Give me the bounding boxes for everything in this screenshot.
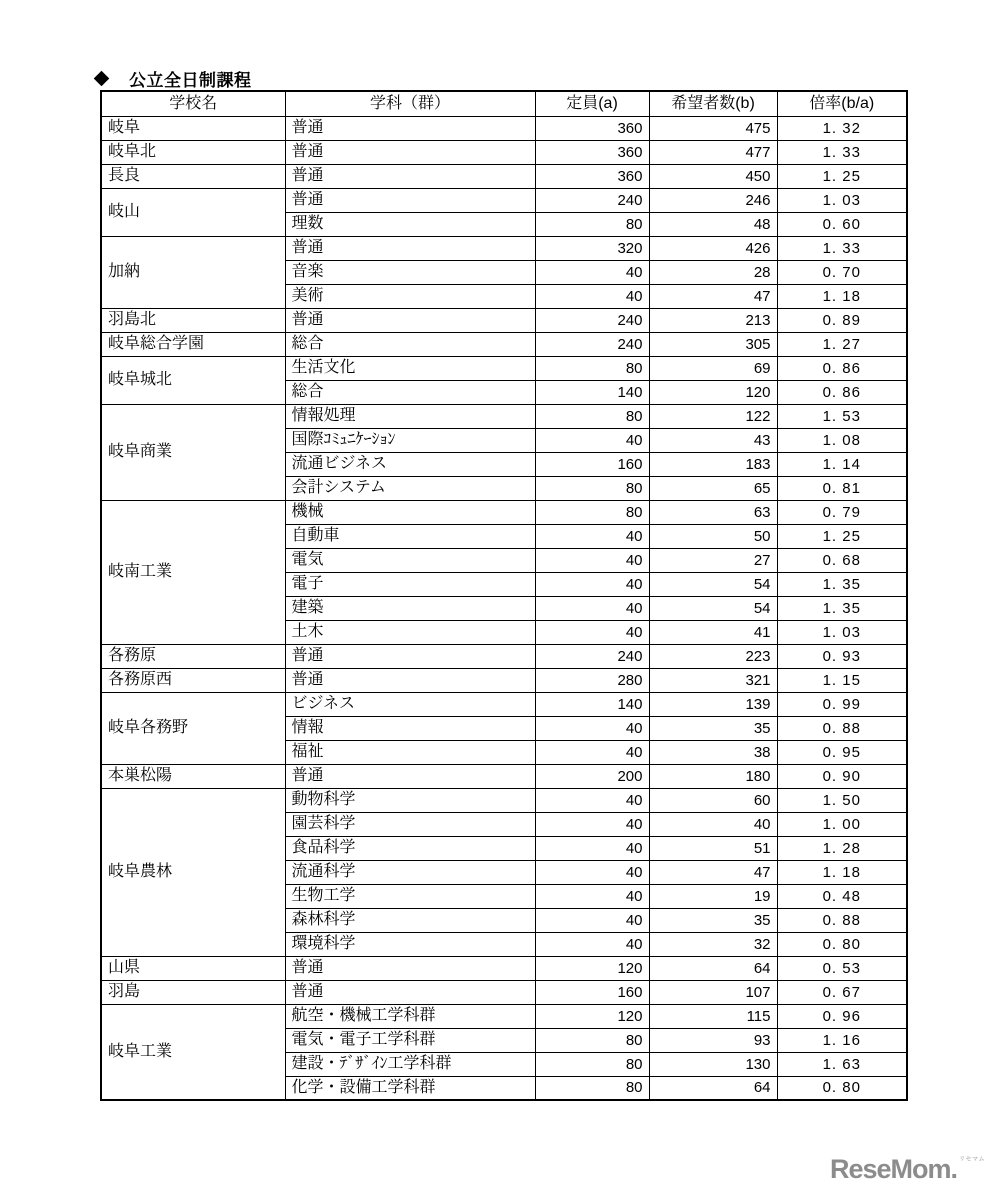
cell-school-name: 本巣松陽 (101, 764, 285, 788)
cell-ratio: 0. 95 (777, 740, 907, 764)
cell-capacity: 40 (535, 812, 649, 836)
cell-ratio: 0. 90 (777, 764, 907, 788)
cell-department: 普通 (285, 236, 535, 260)
cell-department: 普通 (285, 668, 535, 692)
cell-ratio: 0. 79 (777, 500, 907, 524)
table-row (101, 356, 907, 380)
cell-department: 建築 (285, 596, 535, 620)
cell-department: 園芸科学 (285, 812, 535, 836)
cell-applicants: 305 (649, 332, 777, 356)
cell-ratio: 1. 03 (777, 188, 907, 212)
cell-ratio: 1. 33 (777, 236, 907, 260)
section-heading-title: 公立全日制課程 (129, 71, 252, 90)
cell-capacity: 40 (535, 860, 649, 884)
cell-department: 音楽 (285, 260, 535, 284)
cell-school-name: 岐南工業 (101, 500, 285, 644)
cell-school-name: 各務原 (101, 644, 285, 668)
cell-ratio: 0. 70 (777, 260, 907, 284)
cell-capacity: 140 (535, 380, 649, 404)
table-row (101, 188, 907, 212)
cell-capacity: 40 (535, 596, 649, 620)
cell-department: 電気・電子工学科群 (285, 1028, 535, 1052)
cell-applicants: 27 (649, 548, 777, 572)
cell-school-name: 羽島北 (101, 308, 285, 332)
cell-department: 流通ビジネス (285, 452, 535, 476)
cell-capacity: 200 (535, 764, 649, 788)
cell-ratio: 1. 03 (777, 620, 907, 644)
cell-applicants: 60 (649, 788, 777, 812)
cell-department: 普通 (285, 644, 535, 668)
table-row (101, 308, 907, 332)
cell-applicants: 93 (649, 1028, 777, 1052)
cell-capacity: 40 (535, 788, 649, 812)
cell-ratio: 1. 28 (777, 836, 907, 860)
cell-department: 普通 (285, 188, 535, 212)
cell-capacity: 40 (535, 932, 649, 956)
cell-ratio: 0. 88 (777, 908, 907, 932)
table-row (101, 1004, 907, 1028)
cell-applicants: 63 (649, 500, 777, 524)
cell-capacity: 320 (535, 236, 649, 260)
cell-ratio: 1. 63 (777, 1052, 907, 1076)
table-row (101, 764, 907, 788)
cell-applicants: 40 (649, 812, 777, 836)
cell-capacity: 360 (535, 140, 649, 164)
cell-school-name: 岐山 (101, 188, 285, 236)
cell-capacity: 240 (535, 332, 649, 356)
table-row (101, 668, 907, 692)
table-row (101, 644, 907, 668)
table-row (101, 692, 907, 716)
column-header-capacity: 定員(a) (535, 91, 649, 116)
cell-department: 建設・ﾃﾞｻﾞｲﾝ工学科群 (285, 1052, 535, 1076)
cell-department: 土木 (285, 620, 535, 644)
cell-applicants: 321 (649, 668, 777, 692)
cell-school-name: 山県 (101, 956, 285, 980)
cell-capacity: 120 (535, 956, 649, 980)
cell-department: 普通 (285, 980, 535, 1004)
cell-applicants: 180 (649, 764, 777, 788)
cell-school-name: 岐阜農林 (101, 788, 285, 956)
cell-capacity: 40 (535, 884, 649, 908)
cell-applicants: 54 (649, 596, 777, 620)
cell-capacity: 40 (535, 572, 649, 596)
cell-department: 総合 (285, 380, 535, 404)
cell-ratio: 1. 08 (777, 428, 907, 452)
cell-capacity: 80 (535, 356, 649, 380)
cell-school-name: 岐阜工業 (101, 1004, 285, 1100)
cell-ratio: 1. 18 (777, 860, 907, 884)
table-row (101, 140, 907, 164)
table-row (101, 980, 907, 1004)
cell-applicants: 115 (649, 1004, 777, 1028)
cell-ratio: 0. 89 (777, 308, 907, 332)
cell-ratio: 0. 86 (777, 380, 907, 404)
watermark (830, 1156, 985, 1183)
cell-ratio: 0. 86 (777, 356, 907, 380)
watermark-ruby: リセマム (959, 1157, 985, 1163)
cell-department: ビジネス (285, 692, 535, 716)
table-row (101, 956, 907, 980)
cell-school-name: 岐阜各務野 (101, 692, 285, 764)
cell-applicants: 122 (649, 404, 777, 428)
cell-capacity: 80 (535, 1052, 649, 1076)
cell-department: 美術 (285, 284, 535, 308)
cell-department: 流通科学 (285, 860, 535, 884)
table-row (101, 332, 907, 356)
cell-capacity: 80 (535, 500, 649, 524)
cell-applicants: 477 (649, 140, 777, 164)
column-header-school: 学校名 (101, 91, 285, 116)
cell-applicants: 38 (649, 740, 777, 764)
cell-capacity: 40 (535, 284, 649, 308)
cell-ratio: 0. 67 (777, 980, 907, 1004)
watermark-brand: ReseMom (829, 1154, 951, 1184)
column-header-applicants: 希望者数(b) (649, 91, 777, 116)
cell-applicants: 246 (649, 188, 777, 212)
cell-ratio: 0. 88 (777, 716, 907, 740)
cell-ratio: 0. 60 (777, 212, 907, 236)
cell-school-name: 岐阜北 (101, 140, 285, 164)
cell-department: 機械 (285, 500, 535, 524)
cell-applicants: 120 (649, 380, 777, 404)
cell-school-name: 岐阜 (101, 116, 285, 140)
cell-capacity: 280 (535, 668, 649, 692)
cell-ratio: 1. 18 (777, 284, 907, 308)
cell-applicants: 54 (649, 572, 777, 596)
cell-department: 航空・機械工学科群 (285, 1004, 535, 1028)
section-heading (96, 66, 252, 91)
cell-ratio: 1. 53 (777, 404, 907, 428)
cell-ratio: 1. 50 (777, 788, 907, 812)
cell-applicants: 64 (649, 956, 777, 980)
cell-department: 普通 (285, 140, 535, 164)
cell-department: 生活文化 (285, 356, 535, 380)
cell-department: 情報 (285, 716, 535, 740)
cell-applicants: 41 (649, 620, 777, 644)
cell-capacity: 40 (535, 260, 649, 284)
cell-ratio: 0. 68 (777, 548, 907, 572)
cell-applicants: 107 (649, 980, 777, 1004)
cell-capacity: 80 (535, 212, 649, 236)
cell-ratio: 0. 48 (777, 884, 907, 908)
cell-capacity: 40 (535, 428, 649, 452)
cell-ratio: 1. 25 (777, 524, 907, 548)
table-row (101, 500, 907, 524)
cell-capacity: 240 (535, 188, 649, 212)
cell-capacity: 360 (535, 164, 649, 188)
cell-applicants: 35 (649, 716, 777, 740)
cell-applicants: 139 (649, 692, 777, 716)
table-header-row (101, 91, 907, 116)
cell-applicants: 65 (649, 476, 777, 500)
cell-applicants: 183 (649, 452, 777, 476)
cell-applicants: 213 (649, 308, 777, 332)
cell-department: 福祉 (285, 740, 535, 764)
table-row (101, 164, 907, 188)
cell-applicants: 19 (649, 884, 777, 908)
table-row (101, 236, 907, 260)
cell-ratio: 1. 35 (777, 572, 907, 596)
cell-department: 化学・設備工学科群 (285, 1076, 535, 1100)
cell-applicants: 475 (649, 116, 777, 140)
cell-ratio: 1. 33 (777, 140, 907, 164)
cell-ratio: 1. 14 (777, 452, 907, 476)
cell-department: 情報処理 (285, 404, 535, 428)
cell-applicants: 50 (649, 524, 777, 548)
watermark-dot: . (950, 1154, 959, 1184)
cell-school-name: 岐阜城北 (101, 356, 285, 404)
cell-capacity: 40 (535, 548, 649, 572)
column-header-department: 学科（群） (285, 91, 535, 116)
cell-school-name: 加納 (101, 236, 285, 308)
cell-applicants: 64 (649, 1076, 777, 1100)
cell-department: 会計システム (285, 476, 535, 500)
cell-school-name: 岐阜総合学園 (101, 332, 285, 356)
cell-capacity: 80 (535, 1028, 649, 1052)
cell-capacity: 80 (535, 1076, 649, 1100)
cell-capacity: 240 (535, 644, 649, 668)
cell-school-name: 羽島 (101, 980, 285, 1004)
cell-ratio: 1. 25 (777, 164, 907, 188)
cell-ratio: 1. 32 (777, 116, 907, 140)
cell-department: 電子 (285, 572, 535, 596)
cell-department: 自動車 (285, 524, 535, 548)
cell-department: 電気 (285, 548, 535, 572)
cell-applicants: 32 (649, 932, 777, 956)
cell-ratio: 1. 27 (777, 332, 907, 356)
cell-capacity: 40 (535, 908, 649, 932)
cell-capacity: 40 (535, 524, 649, 548)
cell-capacity: 80 (535, 404, 649, 428)
cell-department: 普通 (285, 116, 535, 140)
cell-ratio: 1. 00 (777, 812, 907, 836)
cell-school-name: 長良 (101, 164, 285, 188)
cell-applicants: 48 (649, 212, 777, 236)
cell-department: 普通 (285, 164, 535, 188)
cell-applicants: 450 (649, 164, 777, 188)
table-body (101, 116, 907, 1100)
cell-department: 普通 (285, 308, 535, 332)
cell-department: 森林科学 (285, 908, 535, 932)
cell-ratio: 0. 93 (777, 644, 907, 668)
cell-department: 動物科学 (285, 788, 535, 812)
cell-applicants: 47 (649, 860, 777, 884)
table-row (101, 116, 907, 140)
cell-capacity: 40 (535, 836, 649, 860)
cell-capacity: 80 (535, 476, 649, 500)
cell-capacity: 40 (535, 740, 649, 764)
cell-ratio: 0. 81 (777, 476, 907, 500)
cell-ratio: 0. 96 (777, 1004, 907, 1028)
cell-applicants: 69 (649, 356, 777, 380)
cell-capacity: 40 (535, 716, 649, 740)
cell-department: 普通 (285, 764, 535, 788)
cell-department: 普通 (285, 956, 535, 980)
cell-ratio: 0. 99 (777, 692, 907, 716)
cell-applicants: 43 (649, 428, 777, 452)
cell-capacity: 160 (535, 452, 649, 476)
cell-department: 国際ｺﾐｭﾆｹｰｼｮﾝ (285, 428, 535, 452)
cell-department: 総合 (285, 332, 535, 356)
cell-ratio: 1. 15 (777, 668, 907, 692)
cell-ratio: 0. 80 (777, 1076, 907, 1100)
cell-applicants: 130 (649, 1052, 777, 1076)
cell-applicants: 223 (649, 644, 777, 668)
cell-capacity: 140 (535, 692, 649, 716)
cell-school-name: 各務原西 (101, 668, 285, 692)
admission-table (100, 90, 908, 1101)
cell-capacity: 120 (535, 1004, 649, 1028)
cell-applicants: 47 (649, 284, 777, 308)
cell-department: 生物工学 (285, 884, 535, 908)
cell-school-name: 岐阜商業 (101, 404, 285, 500)
cell-ratio: 0. 53 (777, 956, 907, 980)
cell-capacity: 360 (535, 116, 649, 140)
cell-applicants: 35 (649, 908, 777, 932)
cell-applicants: 28 (649, 260, 777, 284)
cell-capacity: 160 (535, 980, 649, 1004)
cell-department: 理数 (285, 212, 535, 236)
cell-department: 環境科学 (285, 932, 535, 956)
column-header-ratio: 倍率(b/a) (777, 91, 907, 116)
cell-ratio: 1. 16 (777, 1028, 907, 1052)
cell-ratio: 1. 35 (777, 596, 907, 620)
cell-applicants: 51 (649, 836, 777, 860)
cell-ratio: 0. 80 (777, 932, 907, 956)
admission-table-wrapper (100, 90, 906, 1101)
table-row (101, 404, 907, 428)
table-row (101, 788, 907, 812)
cell-department: 食品科学 (285, 836, 535, 860)
cell-capacity: 40 (535, 620, 649, 644)
black-diamond-bullet-icon (94, 71, 110, 87)
cell-applicants: 426 (649, 236, 777, 260)
cell-capacity: 240 (535, 308, 649, 332)
